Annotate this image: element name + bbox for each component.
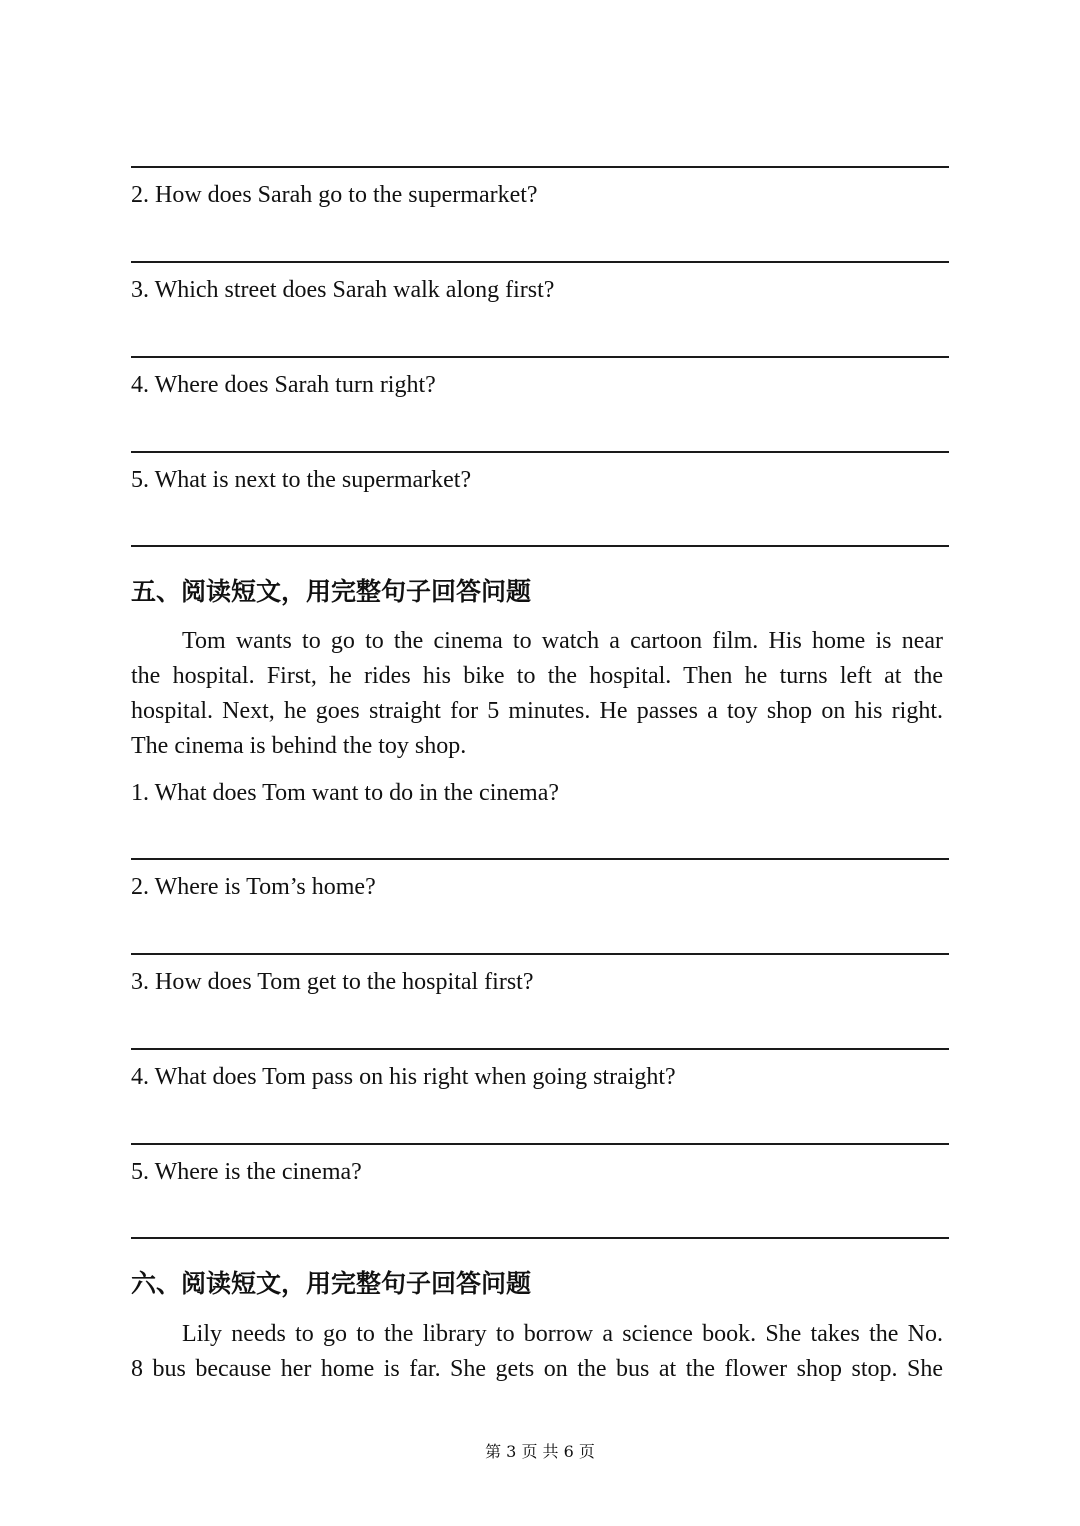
question-text: 4. What does Tom pass on his right when going straight? [131,1064,676,1090]
passage-line: the hospital. First, he rides his bike to the hospital. Then he turns left at the [131,663,943,689]
passage-line: The cinema is behind the toy shop. [131,733,467,759]
answer-line[interactable] [131,858,949,860]
answer-line[interactable] [131,451,949,453]
question-text: 1. What does Tom want to do in the cinema? [131,780,560,806]
question-text: 3. How does Tom get to the hospital first? [131,969,534,995]
answer-line[interactable] [131,545,949,547]
question-text: 2. Where is Tom’s home? [131,874,376,900]
question-text: 4. Where does Sarah turn right? [131,372,436,398]
answer-line[interactable] [131,1237,949,1239]
reading-passage [131,1317,943,1387]
answer-line[interactable] [131,356,949,358]
reading-passage [131,624,943,764]
answer-line[interactable] [131,1143,949,1145]
question-text: 5. What is next to the supermarket? [131,467,472,493]
question-text: 2. How does Sarah go to the supermarket? [131,182,538,208]
answer-line[interactable] [131,261,949,263]
passage-line: hospital. Next, he goes straight for 5 minutes. He passes a toy shop on his right. [131,698,943,724]
passage-line: 8 bus because her home is far. She gets on the bus at the flower shop stop. She [131,1356,943,1382]
page-number: 第 3 页 共 6 页 [485,1442,595,1461]
answer-line[interactable] [131,1048,949,1050]
section-heading: 六、阅读短文，用完整句子回答问题 [131,1269,532,1298]
question-text: 3. Which street does Sarah walk along first? [131,277,555,303]
section-heading: 五、阅读短文，用完整句子回答问题 [131,577,532,606]
question-text: 5. Where is the cinema? [131,1159,362,1185]
answer-line[interactable] [131,166,949,168]
passage-line: Lily needs to go to the library to borrow a science book. She takes the No. [182,1321,943,1347]
answer-line[interactable] [131,953,949,955]
passage-line: Tom wants to go to the cinema to watch a cartoon film. His home is near [182,628,943,654]
